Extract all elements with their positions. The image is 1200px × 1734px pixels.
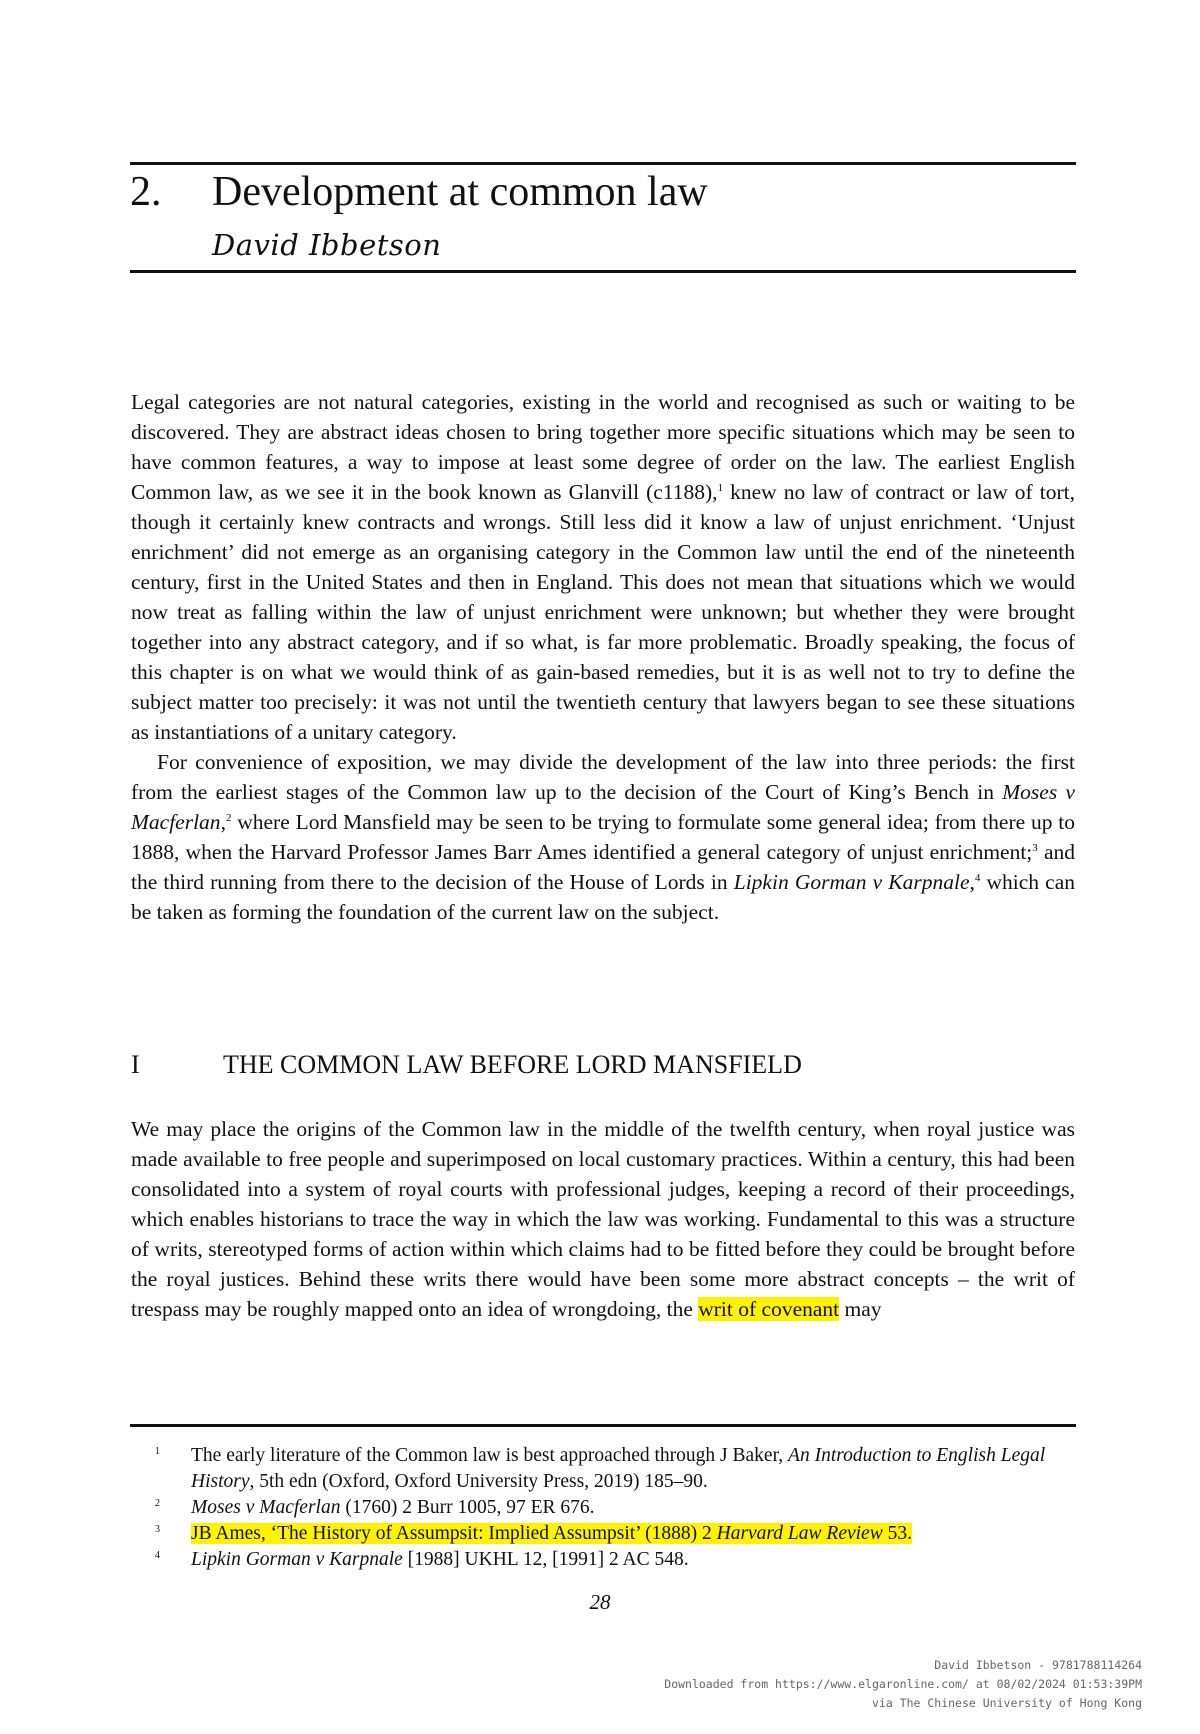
case-name-lipkin: Lipkin Gorman v Karpnale — [733, 870, 970, 894]
footnote-text: JB Ames, ‘The History of Assumpsit: Implied Assumpsit’ (1888) 2 — [191, 1523, 717, 1544]
footnote-4 — [131, 1547, 1075, 1573]
paragraph-1-text-b: knew no law of contract or law of tort, though it certainly knew contracts and wrongs. Still less did it know a law of unjust enrichment. ‘Unjust enrichment’ did not emerge as an organising category in the Common law until the end of the nineteenth century, first in the United States and then in England. This does not mean that situations which we would now treat as falling within the law of unjust enrichment were unknown; but whether they were brought together into any abstract category, and if so what, is far more problematic. Broadly speaking, the focus of this chapter is on what we would think of as gain-based remedies, but it is as well not to try to define the subject matter too precisely: it was not until the twentieth century that lawyers began to see these situations as instantiations of a unitary category. — [131, 480, 1076, 744]
paragraph-1 — [131, 387, 1075, 747]
download-author-isbn: David Ibbetson - 9781788114264 — [934, 1658, 1142, 1672]
chapter-number: 2. — [130, 169, 162, 215]
footnote-ref-4[interactable]: 4 — [974, 872, 981, 884]
footnote-ref-2[interactable]: 2 — [225, 812, 232, 824]
page-number: 28 — [589, 1590, 611, 1614]
paragraph-2-text-a: For convenience of exposition, we may divide the development of the law into three periods: the first from the earliest stages of the Common law up to the decision of the Court of King’s Bench in — [131, 750, 1075, 804]
paragraph-2: For convenience of exposition, we may divide the development of the law into three periods: the first from the earliest stages of the Common law up to the decision of the Court of King’s Bench in Moses v Macferlan,$^2$ where Lord Mansfield may be seen to be trying to formulate some general idea; from there up to 1888, when the Harvard Professor James Barr Ames identified a general category of unjust enrichment;$^3$ and the third running from there to the decision of the House of Lords in Lipkin Gorman v Karpnale,$^4$ which can be taken as forming the foundation of the current law on the subject. — [131, 750, 1075, 924]
footnote-rule — [130, 1424, 1076, 1427]
footnote-ref-1[interactable]: 1 — [717, 482, 724, 494]
footnote-text: The early literature of the Common law is best approached through J Baker, — [191, 1445, 789, 1466]
case-name-moses: Moses v Macferlan — [131, 780, 1075, 834]
section-paragraph-1 — [131, 1114, 1075, 1324]
footnote-highlight — [191, 1523, 912, 1544]
paragraph-2-text-c: and the third running from there to the decision of the House of Lords in — [131, 840, 1075, 894]
footnote-number: 1 — [155, 1446, 160, 1457]
chapter-top-rule — [130, 162, 1076, 165]
intro-text — [131, 387, 1075, 927]
footnote-2 — [131, 1495, 1075, 1521]
footnote-text: 53. — [882, 1523, 912, 1544]
paragraph-2-text-d: which can be taken as forming the foundation of the current law on the subject. — [131, 870, 1075, 924]
footnotes — [131, 1443, 1075, 1573]
footnote-case-name: Lipkin Gorman v Karpnale — [191, 1549, 403, 1570]
section-title: THE COMMON LAW BEFORE LORD MANSFIELD — [223, 1050, 802, 1079]
footnote-text: [1988] UKHL 12, [1991] 2 AC 548. — [402, 1549, 689, 1570]
footnote-1 — [131, 1443, 1075, 1495]
footnote-number: 4 — [155, 1550, 160, 1561]
section-paragraph-text-b: may — [839, 1297, 882, 1321]
section-paragraph-text-a: We may place the origins of the Common law in the middle of the twelfth century, when royal justice was made available to free people and superimposed on local customary practices. Within a century, this had been consolidated into a system of royal courts with professional judges, keeping a record of their proceedings, which enables historians to trace the way in which the law was working. Fundamental to this was a structure of writs, stereotyped forms of action within which claims had to be fitted before they could be brought before the royal justices. Behind these writs there would have been some more abstract concepts – the writ of trespass may be roughly mapped onto an idea of wrongdoing, the — [131, 1117, 1075, 1321]
highlighted-phrase: writ of covenant — [698, 1297, 840, 1321]
footnote-journal-title: Harvard Law Review — [716, 1523, 883, 1544]
paragraph-1-text-a: Legal categories are not natural categories, existing in the world and recognised as such or waiting to be discovered. They are abstract ideas chosen to bring together more specific situations which may be seen to have common features, a way to impose at least some degree of order on the law. The earliest English Common law, as we see it in the book known as Glanvill (c1188), — [131, 390, 1075, 504]
footnote-book-title: An Introduction to English Legal History — [191, 1445, 1046, 1492]
chapter-title: Development at common law — [212, 169, 708, 215]
chapter-author: David Ibbetson — [212, 228, 442, 262]
footnote-number: 2 — [155, 1498, 160, 1509]
download-institution: via The Chinese University of Hong Kong — [871, 1696, 1142, 1710]
footnote-text: (1760) 2 Burr 1005, 97 ER 676. — [340, 1497, 595, 1518]
section-body — [131, 1114, 1075, 1324]
footnote-number: 3 — [155, 1524, 160, 1535]
paragraph-2-text-b: where Lord Mansfield may be seen to be trying to formulate some general idea; from there up to 1888, when the Harvard Professor James Barr Ames identified a general category of unjust enrichment; — [131, 810, 1075, 864]
chapter-bottom-rule — [130, 270, 1076, 273]
footnote-3 — [131, 1521, 1075, 1547]
footnote-case-name: Moses v Macferlan — [191, 1497, 341, 1518]
section-number: I — [131, 1050, 140, 1079]
download-source[interactable]: Downloaded from https://www.elgaronline.com/ at 08/02/2024 01:53:39PM — [664, 1677, 1142, 1691]
footnote-ref-3[interactable]: 3 — [1032, 842, 1038, 854]
footnote-text: , 5th edn (Oxford, Oxford University Press, 2019) 185–90. — [249, 1471, 708, 1492]
